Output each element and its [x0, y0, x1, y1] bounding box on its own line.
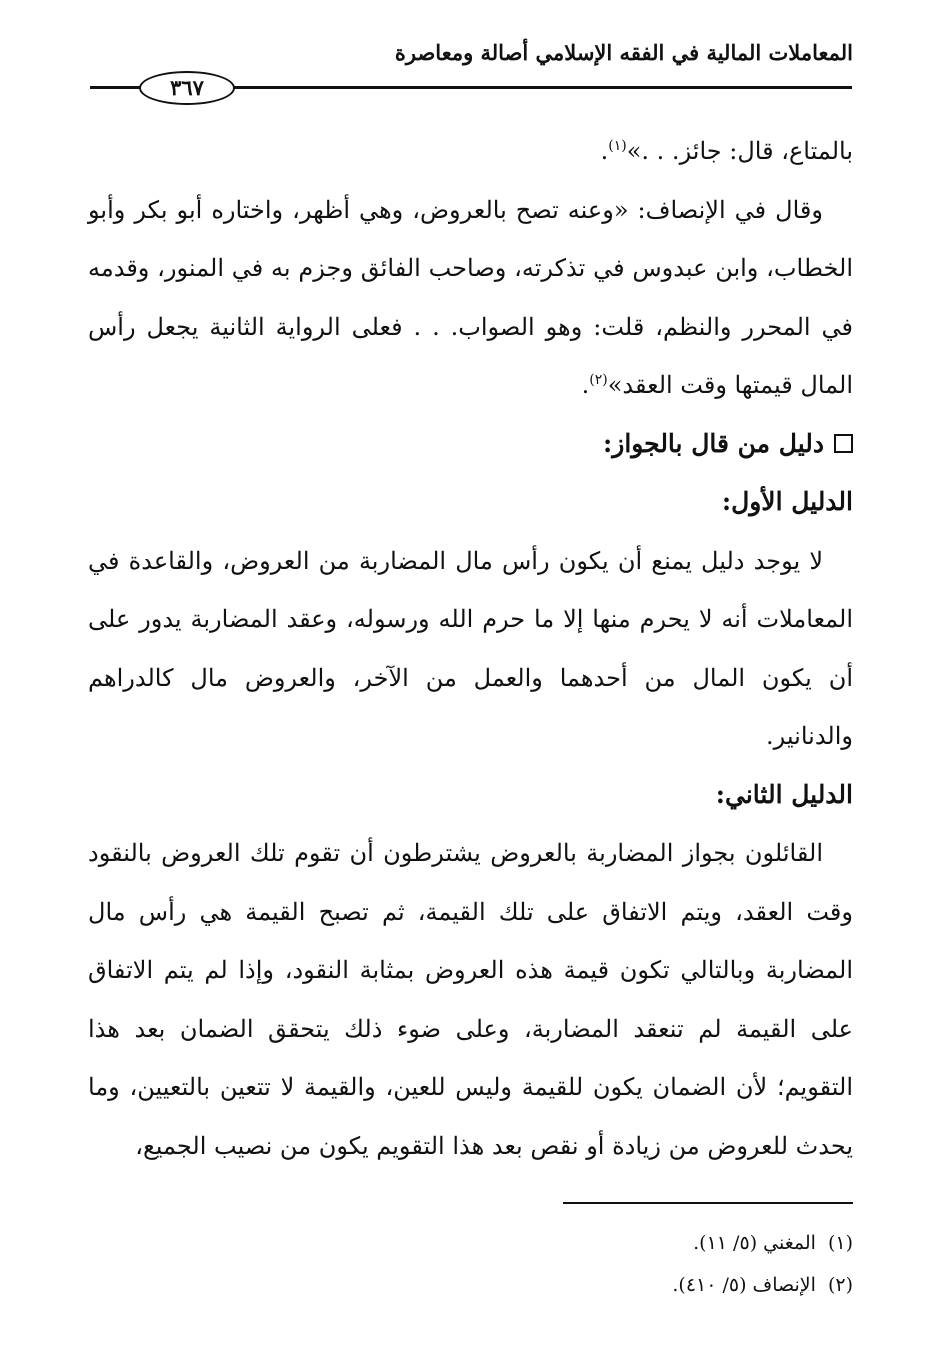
footnote-ref-2: (٢) — [589, 372, 608, 388]
footnote-ref-1: (١) — [608, 138, 627, 154]
section-heading: دليل من قال بالجواز: — [88, 415, 853, 474]
paragraph-1: بالمتاع، قال: جائز. . .»$^{(١)}$. — [600, 137, 853, 165]
paragraph-4: القائلون بجواز المضاربة بالعروض يشترطون أن تقوم تلك العروض بالنقود وقت العقد، ويتم الاتفاق على تلك القيمة، ثم تصبح القيمة هي رأس مال المضاربة وبالتالي تكون قيمة هذه العروض بمثابة النقود، وإذا لم يتم الاتفاق على القيمة لم تنعقد المضاربة، وعلى ضوء ذلك يتحقق الضمان بعد هذا التقويم؛ لأن الضمان يكون للقيمة وليس للعين، والقيمة لا تتعين بالتعيين، وما يحدث للعروض من زيادة أو نقص بعد هذا التقويم يكون من نصيب الجميع، — [88, 839, 854, 1160]
running-header-title: المعاملات المالية في الفقه الإسلامي أصالة ومعاصرة — [394, 40, 853, 65]
footnote-separator — [563, 1202, 853, 1204]
body-text — [88, 122, 853, 1175]
checkbox-square-icon — [834, 434, 853, 453]
footnotes — [88, 1222, 853, 1306]
subheading-first-evidence: الدليل الأول: — [721, 487, 853, 516]
page-number-badge: ٣٦٧ — [139, 71, 235, 105]
footnote-2: (٢)الإنصاف (٥/ ٤١٠). — [672, 1274, 853, 1296]
subheading-second-evidence: الدليل الثاني: — [715, 779, 853, 809]
footnote-1: (١)المغني (٥/ ١١). — [693, 1232, 853, 1254]
paragraph-2: وقال في الإنصاف: «وعنه تصح بالعروض، وهي أظهر، واختاره أبو بكر وأبو الخطاب، وابن عبدوس في تذكرته، وصاحب الفائق وجزم به في المنور، وقدمه في المحرر والنظم، قلت: وهو الصواب. . . فعلى الرواية الثانية يجعل رأس المال قيمتها وقت العقد»$^{(٢)}$. — [88, 195, 853, 399]
paragraph-3: لا يوجد دليل يمنع أن يكون رأس مال المضاربة من العروض، والقاعدة في المعاملات أنه لا يحرم منها إلا ما حرم الله ورسوله، وعقد المضاربة يدور على أن يكون المال من أحدهما والعمل من الآخر، والعروض مال كالدراهم والدنانير. — [88, 546, 853, 750]
